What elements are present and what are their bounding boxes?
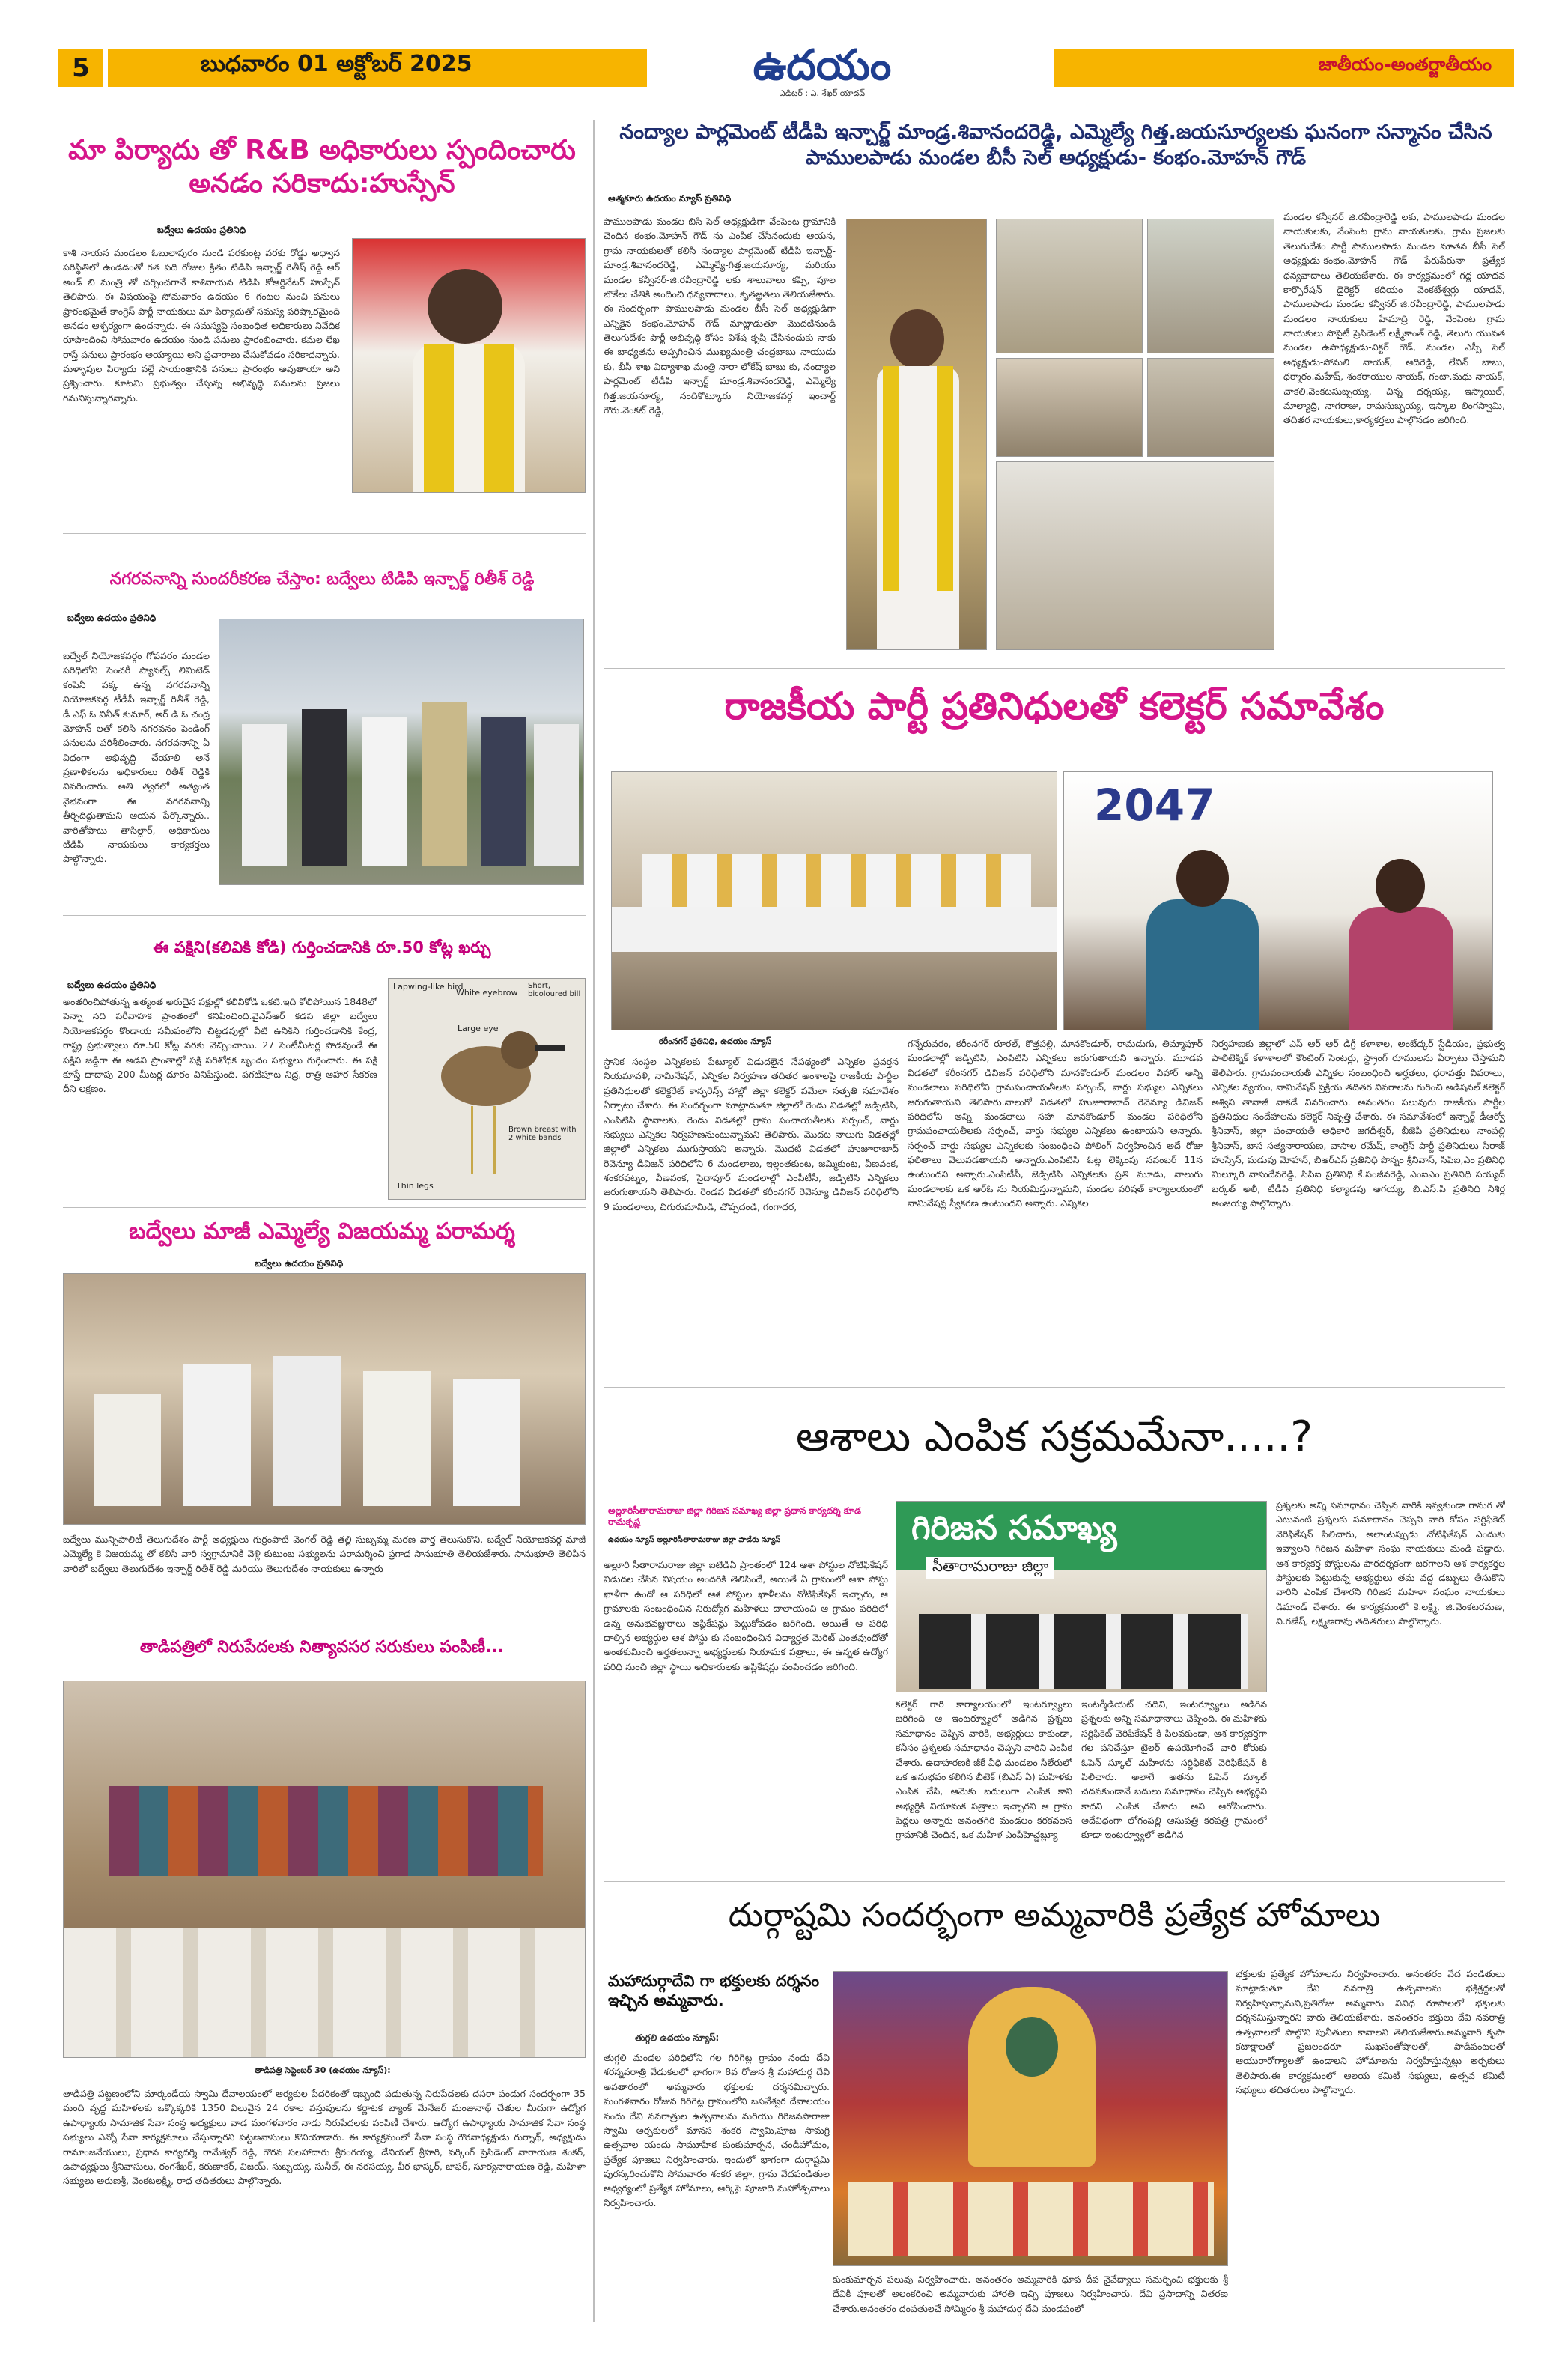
label-legs: Thin legs [396,1181,434,1191]
divider [63,915,586,916]
banner-subtext: సీతారామరాజు జిల్లా [926,1557,1054,1579]
photo-collector [1063,771,1493,1030]
masthead-editor: ఎడిటర్ : ఎ. శేఖర్ యాదవ్ [779,88,866,98]
article-body: కుంకుమార్చన పలువు నిర్వహించారు. అనంతరం అమ్మవారికి ధూప దీప నైవేద్యాలు సమర్పించి భక్తులకు శ్రీ దేవికి పూలతో అలంకరించి అమ్మవారుకు హారతి ఇచ్చి పూజలు నిర్వహించారు. దేవి ప్రసాదాన్ని వితరణ చేశారు.అనంతరం దంపతులచే సోమ్మిరం శ్రీ మహాదుర్గ దేవి మండపంలో [833,2274,1228,2314]
byline: బద్వేలు ఉదయం ప్రతినిధి [67,980,157,990]
article-body: కలెక్టర్ గారి కార్యాలయంలో ఇంటర్వ్యూలు జరిగింది ఆ ఇంటర్వ్యూలో అడిగిన ప్రశ్నలు సమాధానం చెప్పిన వారికి, అభ్యర్థులు కాకుండా, కనీసం ప్రశ్నలకు సమాధానం చెప్పని వారిని ఎంపిక చేశారు. ఉదాహరణకి జీకే వీధి మండలం సీలేరులో ఒక అనుభవం కలిగిన బీటెక్ (బిఎస్ ఏ) మహిళకు ఎంపిక చేసి, ఆమెకు బదులుగా ఎంపిక కాని అభ్యర్థికి నియామక పత్రాలు ఇచ్చారని ఆ గ్రామ పెద్దలు అన్నారు అనంతగిరి మండలం కరకవలస గ్రామానికి చెందిన, ఒక మహిళ ఎంపీహెచ్డబ్ల్యూ [896,1698,1072,1841]
divider [63,533,586,534]
bird-infographic [388,978,586,1200]
photo-felicitation-group [996,461,1274,650]
byline: బద్వేలు ఉదయం ప్రతినిధి [255,1258,344,1269]
photo-caption: కరీంనగర్ ప్రతినిధి, ఉదయం న్యూస్ [659,1036,772,1046]
headline-nagaravanam[interactable]: నగరవనాన్ని సుందరీకరణ చేస్తాం: బద్వేలు టిడిపి ఇన్చార్జ్ రితీశ్ రెడ్డి [109,570,535,589]
banner-text: గిరిజన సమాఖ్య [911,1509,1117,1547]
article-body: స్థానిక సంస్థల ఎన్నికలకు పేట్యూల్ విడుదలైన నేపథ్యంలో ఎన్నికల ప్రవర్తన నియమావళి, నామినేషన్, ఎన్నికల నిర్వహణ తదితర అంశాలపై రాజకీయ పార్టీల ప్రతినిధులతో కలెక్టరేట్ కాన్ఫరెన్స్ హాల్లో జిల్లా కలెక్టర్ పమేలా సత్పతి సమావేశం ఏర్పాటు చేశారు. ఈ సందర్భంగా మాట్లాడుతూ జిల్లాలో రెండు విడతల్లో జడ్పిటిసి, ఎంపిటిసి స్థానాలకు, రెండు విడతల్లో గ్రామ పంచాయతీలకు సర్పంచ్, వార్డు సభ్యులు ఎన్నికల నిర్వహణనుంటున్నామని తెలిపారు. మొదట నాలుగు విడతల్లో జిల్లాలో ఎన్నికలు ముగుస్తాయని అన్నారు. మొదటి విడతలో హుజూరాబాద్ రెవెన్యూ డివిజన్ పరిధిలోని 6 మండలాలు, ఇల్లంతకుంట, జమ్మికుంట, వీణవంక, శంకరపట్నం, వీణవంక, సైదాపూర్ మండలాల్లో ఎంపీటీసీ, జడ్పిటిసి ఎన్నికలు జరుగుతాయని తెలిపారు. రెండవ విడతలో కరీంనగర్ రెవెన్యూ డివిజన్ పరిధిలోని 9 మండలాలు, చిగురుమామిడి, చొప్పదండి, గంగాధర, [604,1056,899,1212]
headline-durgashtami[interactable]: దుర్గాష్టమి సందర్భంగా అమ్మవారికి ప్రత్యేక హోమాలు [728,1896,1381,1934]
article-body: కాశి నాయన మండలం ఓబులాపురం నుండి పరకుంట్ల వరకు రోడ్డు అధ్వాన పరిస్థితిలో ఉండడంతో గత పది రోజుల క్రితం టిడిపి ఇన్చార్జ్ రితీష్ రెడ్డి ఆర్ అండ్ బి మంత్రి తో చర్చించగానే కాశినాయన టిడిపి కోఆర్డినేటర్ హుస్సేన్ తెలిపారు. ఈ విషయంపై సోమవారం ఉదయం 6 గంటల నుంచి పనులు ప్రారంభమైతే కాంగ్రెస్ పార్టీ నాయకులు మా పిర్యాదుతో సమస్య పరిష్కారమైంది అనడం ఆశ్చర్యంగా ఉందన్నారు. ఈ సమస్యపై సంబంధిత అధికారులు నివేదిక రూపొందించి సోమవారం ఉదయం నుండి పనులు ప్రారంభించారు. కమల లేఖ రాస్తే పనులు ప్రారంభం అయ్యాయి అని ప్రచారాలు చేసుకోవడం సరికాదన్నారు. మళ్ళాపుల పిర్యాదు వల్లే సాయంత్రానికి పనులు ప్రారంభం అవుతాయా అని ప్రశ్నించారు. కూటమి ప్రభుత్వం చేస్తున్న అభివృద్ధి పనులను ప్రజలు గమనిస్తున్నారన్నారు. [63,247,340,404]
article-body: బద్వేల్ నియోజకవర్గం గోపవరం మండల పరిధిలోని సెంచరీ ప్యానల్స్ లిమిటెడ్ కంపెనీ పక్క ఉన్న నగరవనాన్ని నియోజకవర్గ టీడీపీ ఇన్చార్జ్ రితీశ్ రెడ్డి, డీ ఎఫ్ ఓ వినీత్ కుమార్, అర్ డి ఓ చంద్ర మోహన్ లతో కలిసి నగరవనం పెండింగ్ పనులను పరిశీలించారు. నగరవనాన్ని ఏ విధంగా అభివృద్ధి చేయాలి అనే ప్రణాళికలను అధికారులు రితీశ్ రెడ్డికి వివరించారు. అతి త్వరలో అత్యంత వైభవంగా ఈ నగరవనాన్ని తీర్చిదిద్దుతామని ఆయన పేర్కొన్నారు.. వారితోపాటు తాసిల్దార్, అధికారులు టీడీపీ నాయకులు కార్యకర్తలు పాల్గొన్నారు. [63,650,210,865]
masthead-logo: ఉదయం [753,41,892,90]
label-breast: Brown breast with 2 white bands [508,1126,577,1142]
photo-condolence-visit [63,1273,586,1525]
banner-2047: 2047 [1094,780,1215,831]
section-title: జాతీయం-అంతర్జాతీయం [1318,54,1492,75]
photo-meeting-hall [611,771,1057,1030]
photo-caption: తాడిపత్రి సెప్టెంబర్ 30 (ఉదయం న్యూస్): [255,2065,391,2075]
article-body: మండల కన్వీనర్ జి.రవీంద్రారెడ్డి లకు, పాములపాడు మండల నాయకులకు, వేంపెంట గ్రామ నాయకులకు, గ్రామ ప్రజలకు తెలుగుదేశం పార్టీ పాములపాడు మండల నూతన బీసీ సెల్ అధ్యక్షుడు-కంభం.మోహన్ గౌడ్ పేరుపేరునా ప్రత్యేక ధన్యవాదాలు తెలియజేశారు. ఈ కార్యక్రమంలో గద్ద యాదవ కార్పొరేషన్ డైరెక్టర్ కదియం వెంకటేశ్వర్లు యాదవ్, పాములపాడు మండల కన్వీనర్ జి.రవీంద్రారెడ్డి, పాములపాడు మండలం నాయకులు హేమాద్రి రెడ్డి, వేంపెంట గ్రామ నాయకులు సొసైటీ ప్రెసిడెంట్ లక్ష్మీకాంత్ రెడ్డి, తెలుగు యువత మండల ఉపాధ్యక్షుడు-విక్టర్ గౌడ్, మండల ఎస్సీ సెల్ అధ్యక్షుడు-సోమలి నాయక్, ఆదిరెడ్డి, లేవిన్ బాబు, ధర్మారం.మహేష్, శంకరాయుల నాయక్, గంటా.మధు నాయక్, చాకలి.వెంకటసుబ్బయ్య, చిన్న దర్శయ్య, ఇస్మాయిల్, మాల్యాద్రి, నాగరాజు, రామసుబ్బయ్య, ఇస్కాల లింగస్వామి, తదితర నాయకులు,కార్యకర్తలు పాల్గొనడం జరిగింది. [1283,211,1505,426]
headline-rb-officials[interactable]: మా పిర్యాదు తో R&B అధికారులు స్పందించారు అనడం సరికాదు:హుస్సేన్ [68,135,576,199]
byline: బద్వేలు ఉదయం ప్రతినిధి [157,225,246,235]
divider [604,668,1505,669]
article-body: గన్నేరువరం, కరీంనగర్ రూరల్, కొత్తపల్లి, మానకొండూర్, రామడుగు, తిమ్మాపూర్ మండలాల్లో జడ్పిటిసి, ఎంపిటిసి ఎన్నికలు జరుగుతాయని అన్నారు. మూడవ విడతలో కరీంనగర్ డివిజన్ పరిధిలోని మానకొండూర్ మండలం విహార్ అన్ని మండలాలు పరిధిలోని గ్రామపంచాయతీలకు సర్పంచ్, వార్డు సభ్యుల ఎన్నికలు జరుగుతాయని తెలిపారు.నాలుగో విడతలో హుజూరాబాద్ రెవెన్యూ డివిజన్ పరిధిలోని అన్ని మండలాలు సహా మానకొండూర్ మండల పరిధిలోని గ్రామపంచాయతీలకు సర్పంచ్, వార్డు సభ్యుల ఎన్నికలు ఉంటాయని అన్నారు. సర్పంచ్ వార్డు సభ్యుల ఎన్నికలకు సంబంధించి పోలింగ్ నిర్వహించిన అదే రోజు ఫలితాలు వెలువడతాయని అన్నారు.ఎంపిటిసి ఓట్ల లెక్కింపు నవంబర్ 11న ఉంటుందని అన్నారు.ఎంపిటీసీ, జెడ్పిటిసి ఎన్నికలకు ప్రతి మూడు, నాలుగు మండలాలకు ఒక ఆర్ఓ ను నియమిస్తున్నామని, మండల పరిషత్ కార్యాలయంలో నామినేషన్ల స్వీకరణ ఉంటుందని అన్నారు. ఎన్నికల [908,1038,1203,1209]
divider [604,1881,1505,1882]
headline-asha-selection[interactable]: ఆశాలు ఎంపిక సక్రమమేనా.....? [796,1412,1313,1461]
headline-tadipatri-relief[interactable]: తాడిపత్రిలో నిరుపేదలకు నిత్యావసర సరుకులు పంపిణీ... [139,1638,505,1657]
photo-felicitation-1 [996,219,1143,353]
photo-relief-distribution [63,1681,586,2058]
label-eye: Large eye [458,1024,499,1033]
headline-kalivikodi[interactable]: ఈ పక్షిని(కలివికి కోడి) గుర్తించడానికి రూ.50 కోట్ల ఖర్చు [153,938,491,956]
asha-subhead: అల్లూరిసీతారామరాజు జిల్లా గిరిజన సమాఖ్య జిల్లా ప్రధాన కార్యదర్శి కూడ రామకృష్ణ [608,1505,861,1527]
durga-subhead: మహాదుర్గాదేవి గా భక్తులకు దర్శనం ఇచ్చిన అమ్మవారు. [608,1972,820,2010]
article-body: తుగ్గలి మండల పరిధిలోని గల గిరిగెట్ల గ్రామం నందు దేవి శరన్నవరాత్రి వేడుకలలో భాగంగా 8వ రోజున శ్రీ మహాదుర్గ దేవి అవతారంలో అమ్మవారు భక్తులకు దర్శనమిచ్చారు. మంగళవారం రోజున గిరిగెట్ల గ్రామంలోని బసవేశ్వర దేవాలయం నందు దేవి నవరాత్రుల ఉత్సవాలను మరియు గిరిజనపారాజు స్వామి అర్చకులలో మానస శంకర స్వామి,పూజ సామగ్రి ఉత్సవాల యందు సామూహిక కుంకుమార్చన, చండీహోమం, ప్రత్యేక పూజలు నిర్వహించారు. ఇందులో భాగంగా దుర్గాష్టమి పురస్కరించుకొని సోమవారం శంకర జిల్లా, గ్రామ వేదపండితుల ఆధ్వర్యంలో ప్రత్యేక హోమాలు, ఆర్కిపై పూజాది మహోత్సవాలు నిర్వహించారు. [604,2052,830,2208]
divider [63,1207,586,1208]
article-body: బద్వేలు మున్సిపాలిటీ తెలుగుదేశం పార్టీ అధ్యక్షులు గుర్రంపాటి వెంగల్ రెడ్డి తల్లి సుబ్బమ్మ మరణ వార్త తెలుసుకొని, బద్వేల్ నియోజకవర్గ మాజీ ఎమ్మెల్యే కె విజయమ్మ తో కలిసి వారి స్వగ్రామానికి వెళ్లి కుటుంబ సభ్యులను పరామర్శించి ప్రగాఢ సానుభూతి తెలియజేశారు. సానుభూతి తెలిపిన వారిలో బద్వేలు తెలుగుదేశం ఇన్చార్జ్ రితీశ్ రెడ్డి మరియు తెలుగుదేశం నాయకులు ఉన్నారు [63,1534,586,1574]
label-lapwing: Lapwing-like bird [393,982,464,992]
photo-goddess-durga [833,1971,1228,2266]
photo-girijana-samakhya [896,1501,1267,1692]
article-body: ఇంటర్మీడియట్ చదివి, ఇంటర్వ్యూలు అడిగిన ప్రశ్నలకు అన్ని సమాధానాలు చెప్పింది. ఈ మహిళకు సర్టిఫికెట్ వెరిఫికేషన్ కి పిలవకుండా, ఆశ కార్యకర్తగా గల పనిచేస్తూ టైలర్ ఉపయోగించే వారి కోరుకు ఓపెన్ స్కూల్ మహిళను సర్టిఫికెట్ వెరిఫికేషన్ కి పిలిచారు. అలాగే అతను ఓపెన్ స్కూల్ చదవకుండానే బదులు సమాధానం చెప్పిన అభ్యర్థిని కాదని ఎంపిక చేశారు అని ఆరోపించారు. అదేవిధంగా లోగంపల్లి ఆసుపత్రి కరపత్రి గ్రామంలో కూడా ఇంటర్వ్యూలో అడిగిన [1081,1698,1267,1841]
page-number: 5 [58,49,103,87]
photo-felicitation-2 [1147,219,1274,353]
byline: బద్వేలు ఉదయం ప్రతినిధి [67,613,157,623]
article-body: పాములపాడు మండల బిసి సెల్ అధ్యక్షుడిగా వేంపెంట గ్రామానికి చెందిన కంభం.మోహన్ గౌడ్ ను ఎంపిక చేసినందుకు ఆయన, గ్రామ నాయకులతో కలిసి నంద్యాల పార్లమెంట్ టీడీపి ఇన్చార్జ్-మాండ్ర.శివానందరెడ్డి, ఎమ్మెల్యే-గిత్త.జయసూర్య, మరియు మండల కన్వీనర్-జి.రవీంద్రారెడ్డి లకు శాలువాలు కప్పి, పూల బొకేలు చేతికి అందించి ధన్యవాదాలు, కృతజ్ఞతలు తెలియజేశారు. ఈ సందర్భంగా పాములపాడు మండల బీసీ సెల్ అధ్యక్షుడిగా ఎన్నికైన కంభం.మోహన్ గౌడ్ మాట్లాడుతూ మొదటినుండి తెలుగుదేశం పార్టీ అభివృద్ధి కోసం విశేష కృషి చేసినందుకు నాకు ఈ బాధ్యతను అప్పగించిన ముఖ్యమంత్రి చంద్రబాబు నాయుడు కు, బీసీ శాఖ విద్యాశాఖ మంత్రి నారా లోకేష్ బాబు కు, నంద్యాల పార్లమెంట్ టీడీపి ఇన్చార్జ్ మాండ్ర.శివానందరెడ్డి, ఎమ్మెల్యే గిత్త.జయసూర్య, నందికొట్కూరు నియోజకవర్గ ఇంచార్జ్ గౌరు.వెంకట్ రెడ్డి, [604,216,836,416]
byline: తుగ్గలి ఉదయం న్యూస్: [635,2032,720,2043]
photo-nagaravanam-visit [219,619,584,885]
divider [604,1387,1505,1388]
article-body: అంతరించిపోతున్న అత్యంత అరుదైన పక్షుల్లో కలివికోడి ఒకటి.ఇది కోలిపోయిన 1848లో పెన్నా నది పరీవాహక ప్రాంతంలో కనిపించింది.వైఎస్ఆర్ కడప జిల్లా బద్వేలు నియోజకవర్గం కొండాయ సమీపంలోని చిట్టడవుల్లో వీటి ఉనికిని గుర్తించడానికి కేంద్ర, రాష్ట్ర ప్రభుత్వాలు రూ.50 కోట్ల వరకు వెచ్చించాయి. 27 సెంటీమీటర్ల పొడవుండే ఈ పక్షిని జడ్డిగా ఈ అడవి ప్రాంతాల్లో పక్షి పరిశోధక బృందం సభ్యులు గుర్తించారు. ఈ పక్షి కూస్తే దాదాపు 200 మీటర్ల దూరం వినిపిస్తుంది. పగటిపూట నిద్ర, రాత్రి ఆహార సేకరణ దీని లక్షణం. [63,996,377,1095]
byline: ఆత్మకూరు ఉదయం న్యూస్ ప్రతినిధి [608,193,732,204]
label-bill: Short, bicoloured bill [528,982,581,998]
article-body: ప్రశ్నలకు అన్ని సమాధానం చెప్పిన వారికి ఇవ్వకుండా గానుగ తో ఎటువంటి ప్రశ్నలకు సమాధానం చెప్పని వారి కోసం సర్టిఫికెట్ వెరిఫికేషన్ పిలిచారు, అలాంటప్పుడు నోటిఫికేషన్ ఎందుకు ఇవ్వాలని గిరిజన మహిళా సంఘ నాయకులు మండి పడ్డారు. ఆశ కార్యకర్త పోస్టులను పారదర్శకంగా జరగాలని ఆశ కార్యకర్తల పోస్టులకు పెట్టుకున్న అభ్యర్థులు తమ వద్ద డబ్బులు తీసుకొని వారిని ఎంపిక చేశారని గిరిజన మహిళా సంఘం నాయకులు డిమాండ్ చేశారు. ఈ కార్యక్రమంలో కె.లక్ష్మి, జి.వెంకటరమణ, వి.గణేష్, లక్ష్మణరావు తదితరులు పాల్గొన్నారు. [1276,1499,1505,1627]
article-body: నిర్వహణకు జిల్లాలో ఎస్ ఆర్ ఆర్ డిగ్రీ కళాశాల, అంబేద్కర్ స్టేడియం, ప్రభుత్వ పాలిటెక్నిక్ కళాశాలలో కౌంటింగ్ సెంటర్లు, స్ట్రాంగ్ రూములను ఏర్పాటు చేస్తామని తెలిపారు. గ్రామపంచాయతీ ఎన్నికల సంబంధించి అర్హతలు, ధరావత్తు వివరాలు, ఎన్నికల వ్యయం, నామినేషన్ ప్రక్రియ తదితర వివరాలను గురించి అడిషనల్ కలెక్టర్ అశ్విని తానాజీ వాకడే వివరించారు. అనంతరం పలువురు రాజకీయ పార్టీల ప్రతినిధుల సందేహాలను కలెక్టర్ నివృత్తి చేశారు. ఈ సమావేశంలో ఇన్చార్జ్ డీఆర్వో శ్రీనివాస్, జిల్లా పంచాయతీ అధికారి జగదీశ్వర్, బీజెపి ప్రతినిధులు నాంపల్లి శ్రీనివాస్, బాస సత్యనారాయణ, వాసాల రమేష్, కాంగ్రెస్ పార్టీ ప్రతినిధులు సిరాజ్ హుస్సేన్, మడుపు మోహన్, బిఆర్ఎస్ ప్రతినిధి పొన్నం శ్రీనివాస్, సిపిఐ,ఎం ప్రతినిధి మిల్కూరి వాసుదేవరెడ్డి, సిపిఐ ప్రతినిధి కే.సంజీవరెడ్డి, ఎంఐఎం ప్రతినిధి సయ్యద్ బర్కత్ అలీ, టీడీపి ప్రతినిధి కల్యాడపు ఆగయ్య, బి.ఎస్.పి ప్రతినిధి నిశిర్ల అంజయ్య పాల్గొన్నారు. [1212,1038,1505,1209]
headline-nandyal-felicitation[interactable]: నంద్యాల పార్లమెంట్ టీడీపి ఇన్చార్జ్ మాండ్ర.శివానందరెడ్డి, ఎమ్మెల్యే గిత్త.జయసూర్యలకు ఘనంగా సన్మానం చేసిన పాములపాడు మండల బీసీ సెల్ అధ్యక్షుడు- కంభం.మోహన్ గౌడ్ [619,121,1492,169]
photo-hussain [352,238,586,493]
article-body-part1 [63,649,210,882]
masthead[interactable] [725,43,920,96]
page-header [58,43,1514,97]
byline: ఉదయం న్యూస్ అల్లూరిసీతారామరాజు జిల్లా పాడేరు న్యూస్ [608,1536,781,1544]
label-eyebrow: White eyebrow [456,988,518,998]
photo-felicitation-3 [996,358,1143,457]
article-body: భక్తులకు ప్రత్యేక హోమాలను నిర్వహించారు. అనంతరం వేద పండితులు మాట్లాడుతూ దేవి నవరాత్రి ఉత్సవాలను భక్తిశ్రద్ధలతో నిర్వహిస్తున్నామని,ప్రతిరోజు అమ్మవారు వివిధ రూపాలలో భక్తులకు దర్శనమిస్తున్నారని వారు తెలియజేశారు. అనంతరం భక్తులు దేవి నవరాత్రి ఉత్సవాలలో పాల్గొని పునీతులు కావాలని తెలియజేశారు.అమ్మవారి కృపా కటాక్షాలతో ప్రజలందరూ సుఖసంతోషాలతో, పాడిపంటలతో ఆయురారోగ్యాలతో ఉండాలని హోమాలను నిర్వహిస్తున్నట్లు అర్చకులు తెలిపారు.ఈ కార్యక్రమంలో ఆలయ కమిటీ సభ్యులు, ఉత్సవ కమిటీ సభ్యులు తదితరులు పాల్గొన్నారు. [1236,1968,1505,2095]
issue-date: బుధవారం 01 అక్టోబర్ 2025 [201,51,472,77]
headline-collector-meeting[interactable]: రాజకీయ పార్టీ ప్రతినిధులతో కలెక్టర్ సమావేశం [724,684,1385,728]
article-body: తాడిపత్రి పట్టణంలోని మార్కండేయ స్వామి దేవాలయంలో ఆర్యకుల పేదరికంతో ఇబ్బంది పడుతున్న నిరుపేదలకు దసరా పండుగ సందర్భంగా 35 మంది వృద్ధ మహిళలకు ఒక్కొక్కరికి 1350 విలువైన 24 రకాల వస్తువులను కర్ణాటక బ్యాంక్ మేనేజర్ మంజునాథ్ చేతుల మీదుగా ఉద్యోగ ఉపాధ్యాయ సామాజిక సేవా సంస్థ అధ్యక్షులు వాడ మంగళవారం నాడు నిరుపేదలకు పంపిణీ చేశారు. ఉద్యోగ ఉపాధ్యాయ సామాజిక సేవా సంస్థ సభ్యులు ఎన్నో సేవా కార్యక్రమాలు చేస్తున్నారని పట్టణవాసులు కొనియాడారు. ఈ కార్యక్రమంలో సేవా సంస్థ గౌరవాధ్యక్షుడు గుర్నాథ్, అధ్యక్షుడు రామాంజనేయులు, ప్రధాన కార్యదర్శి రామేశ్వర్ రెడ్డి, గౌరవ సలహాదారు శ్రీరంగయ్య, డేనియల్ శ్రీహరి, వర్కింగ్ ప్రెసిడెంట్ నారాయణ శంకర్, ఉపాధ్యక్షులు శ్రీనివాసులు, రంగశేఖర్, కరుణాకర్, విజయ్, సుబ్బయ్య, సునీల్, ఈ నరసయ్య, వీర భాస్కర్, జాఫర్, సూర్యనారాయణ రెడ్డి, మహిళా సభ్యులు అరుణశ్రీ, వెంకటలక్ష్మి, రాధ తదితరులు పాల్గొన్నారు. [63,2088,586,2187]
column-divider [593,120,595,2322]
article-body: అల్లూరి సీతారామరాజు జిల్లా ఐటిడిఏ ప్రాంతంలో 124 ఆశా పోస్టుల నోటిఫికేషన్ విడుదల చేసిన విషయం అందరికి తెలిసిందే, అయితే ఏ గ్రామంలో ఆశా పోస్టు ఖాళీగా ఉందో ఆ పరిధిలో ఆశ పోస్టుల ఖాళీలను నోటిఫికేషన్ ఇచ్చారు, ఆ గ్రామాలకు సంబంధించిన నిరుద్యోగ మహిళలు దాలాయంచి ఆ గ్రామం పరిధిలో ఉన్న అనుభవజ్ఞురాలు అప్లికేషన్లు పెట్టుకోవడం జరిగింది. అయితే ఆ పరిధి దాల్చిన అభ్యర్థుల ఆశ పోస్టు కు సంబంధించిన విద్యార్హత మెరిట్ ఎంతవుందోతో అంతకుమించి అర్హతలున్నా అభ్యర్థులకు నియామక పత్రాలు, ఈ ఉన్నత ఉద్యోగ పరిధి నుంచి జిల్లా స్థాయి అధికారులకు అప్లికేషన్లు పంపించడం జరిగింది. [604,1559,888,1672]
photo-mohan-goud [846,219,987,650]
headline-vijayamma[interactable]: బద్వేలు మాజీ ఎమ్మెల్యే విజయమ్మ పరామర్శ [129,1218,515,1245]
photo-felicitation-4 [1147,358,1274,457]
